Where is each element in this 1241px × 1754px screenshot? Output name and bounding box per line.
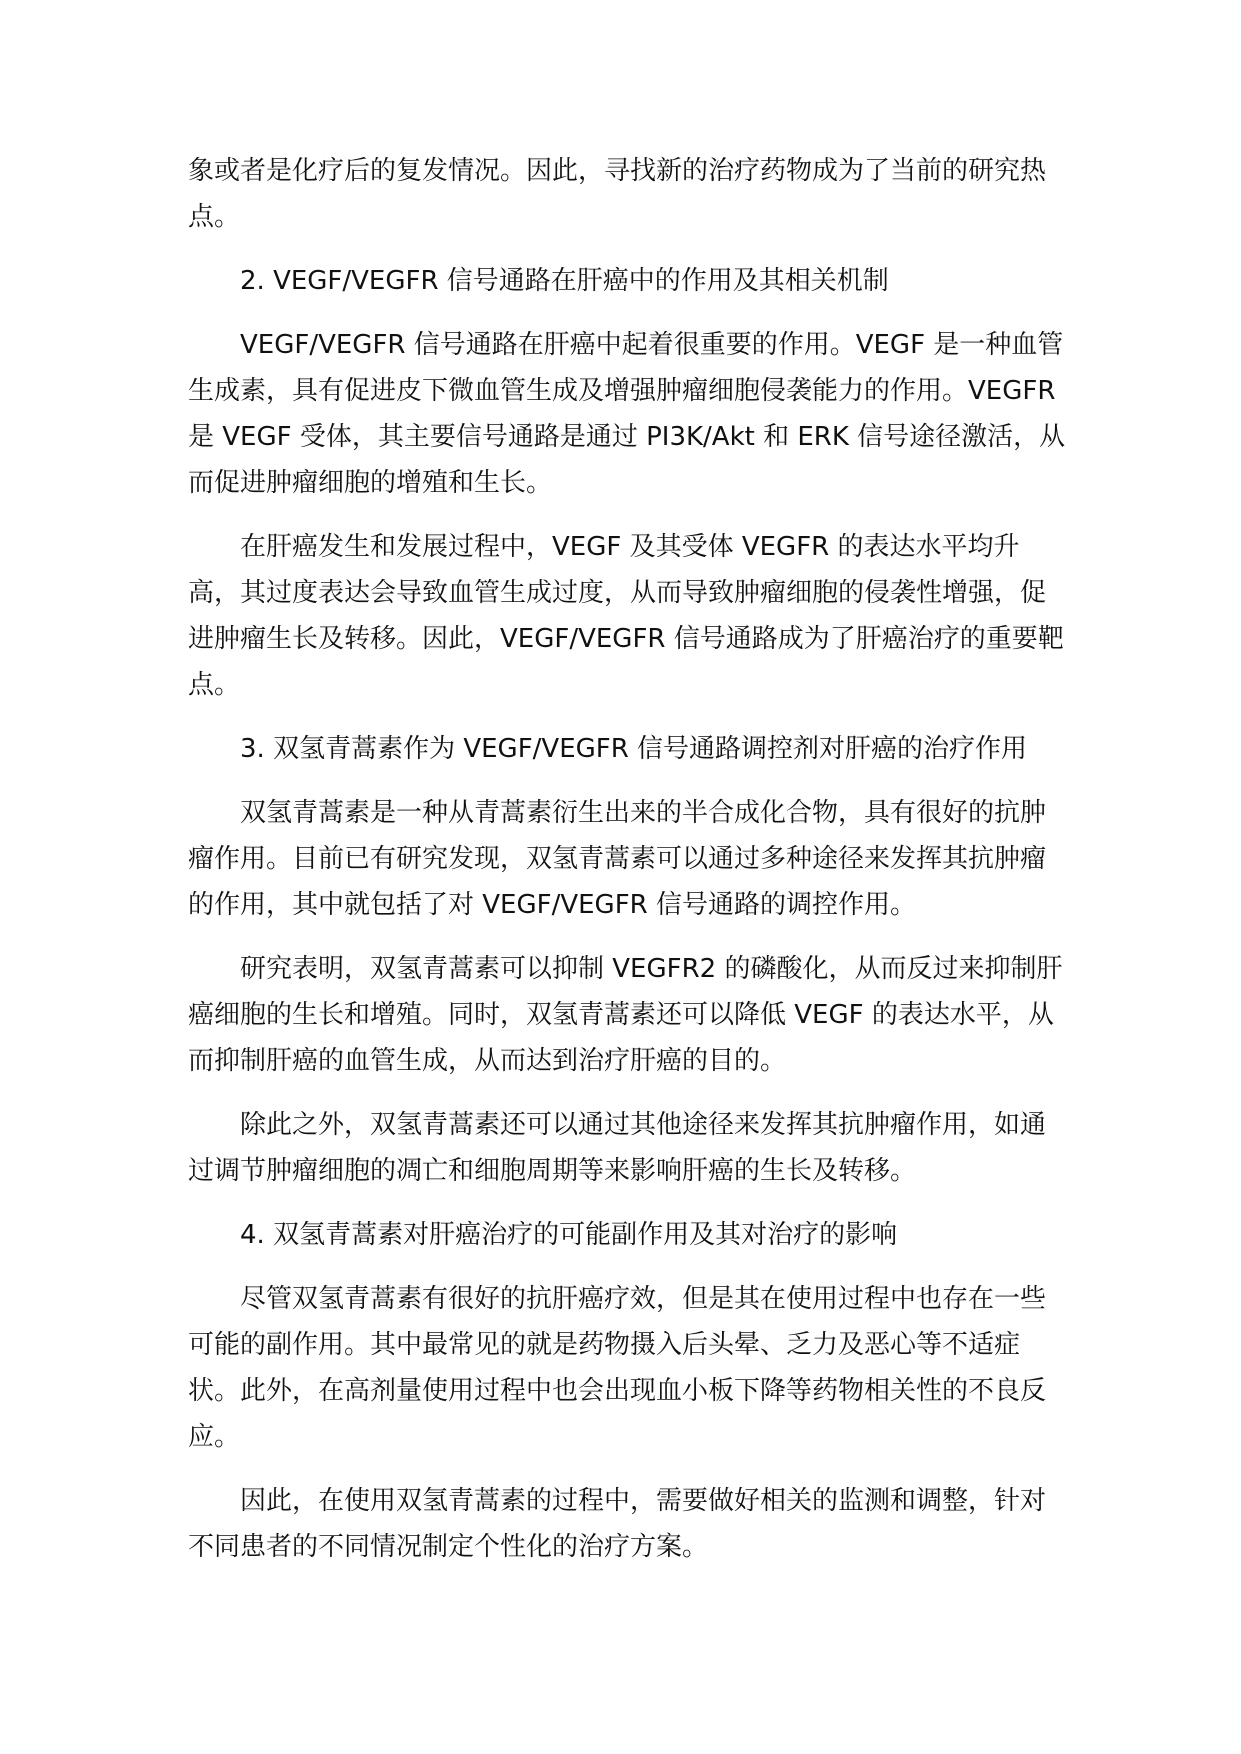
document-body: [188, 148, 1068, 1588]
paragraph-side-effects: 尽管双氢青蒿素有很好的抗肝癌疗效，但是其在使用过程中也存在一些可能的副作用。其中最常见的就是药物摄入后头晕、乏力及恶心等不适症状。此外，在高剂量使用过程中也会出现血小板下降等药物相关性的不良反应。: [188, 1284, 1047, 1452]
paragraph-monitoring: 因此，在使用双氢青蒿素的过程中，需要做好相关的监测和调整，针对不同患者的不同情况制定个性化的治疗方案。: [188, 1486, 1047, 1562]
paragraph-continued: 象或者是化疗后的复发情况。因此，寻找新的治疗药物成为了当前的研究热点。: [188, 156, 1047, 232]
section-heading-4: 4. 双氢青蒿素对肝癌治疗的可能副作用及其对治疗的影响: [240, 1220, 898, 1250]
paragraph-dha-research: 研究表明，双氢青蒿素可以抑制 VEGFR2 的磷酸化，从而反过来抑制肝癌细胞的生长和增殖。同时，双氢青蒿素还可以降低 VEGF 的表达水平，从而抑制肝癌的血管生成，从而达到治疗肝癌的目的。: [188, 954, 1063, 1076]
paragraph-dha-intro: 双氢青蒿素是一种从青蒿素衍生出来的半合成化合物，具有很好的抗肿瘤作用。目前已有研究发现，双氢青蒿素可以通过多种途径来发挥其抗肿瘤的作用，其中就包括了对 VEGF/VEGFR 信号通路的调控作用。: [188, 798, 1047, 920]
section-heading-2: 2. VEGF/VEGFR 信号通路在肝癌中的作用及其相关机制: [240, 266, 889, 296]
paragraph-vegf-expression: 在肝癌发生和发展过程中，VEGF 及其受体 VEGFR 的表达水平均升高，其过度表达会导致血管生成过度，从而导致肿瘤细胞的侵袭性增强，促进肿瘤生长及转移。因此，VEGF/VEGFR 信号通路成为了肝癌治疗的重要靶点。: [188, 532, 1064, 700]
paragraph-dha-other-pathways: 除此之外，双氢青蒿素还可以通过其他途径来发挥其抗肿瘤作用，如通过调节肿瘤细胞的凋亡和细胞周期等来影响肝癌的生长及转移。: [188, 1110, 1047, 1186]
section-heading-3: 3. 双氢青蒿素作为 VEGF/VEGFR 信号通路调控剂对肝癌的治疗作用: [240, 734, 1028, 764]
paragraph-vegf-role: VEGF/VEGFR 信号通路在肝癌中起着很重要的作用。VEGF 是一种血管生成素，具有促进皮下微血管生成及增强肿瘤细胞侵袭能力的作用。VEGFR 是 VEGF 受体，其主要信号通路是通过 PI3K/Akt 和 ERK 信号途径激活，从而促进肿瘤细胞的增殖和生长。: [188, 330, 1066, 498]
